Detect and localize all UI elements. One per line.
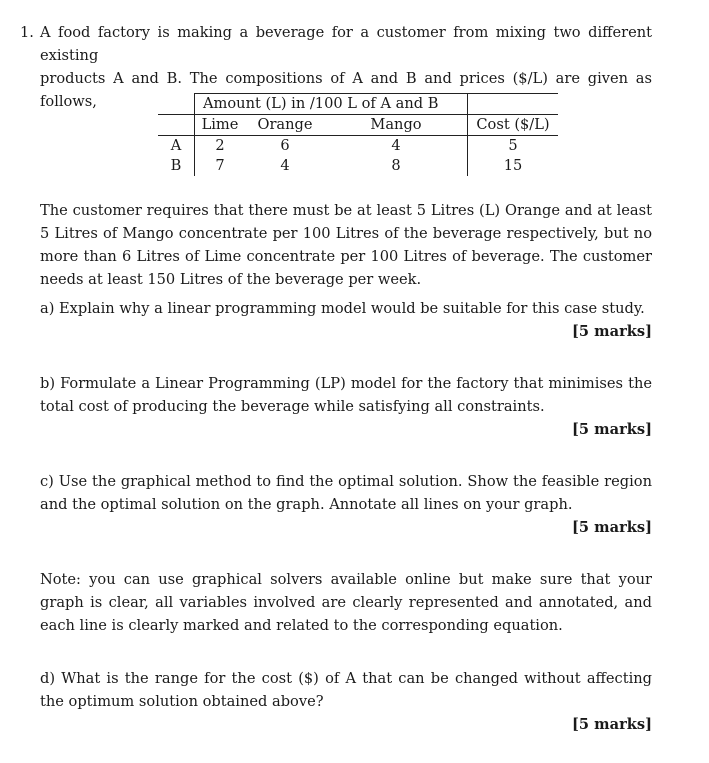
cost-header-spacer: [468, 94, 559, 115]
cell-b-lime: 7: [195, 156, 246, 176]
part-c-marks: [5 marks]: [572, 519, 652, 536]
part-b-text: b) Formulate a Linear Programming (LP) model for the factory that minimises the total cost of producing the beverage while satisfying all constraints.: [40, 375, 652, 415]
cell-a-cost: 5: [468, 136, 559, 157]
table-corner-cell-2: [158, 115, 195, 136]
col-header-mango: Mango: [325, 115, 468, 136]
part-d-marks: [5 marks]: [572, 716, 652, 733]
note-paragraph: Note: you can use graphical solvers available online but make sure that your graph is clear, all variables involved are clearly represented and annotated, and each line is clearly marked and related to the corresponding equation.: [40, 571, 652, 634]
part-a-marks: [5 marks]: [572, 323, 652, 340]
table-header-row-2: [158, 115, 558, 136]
table-header-row-1: [158, 94, 558, 115]
cell-a-mango: 4: [325, 136, 468, 157]
composition-table: [158, 93, 558, 176]
cell-b-cost: 15: [468, 156, 559, 176]
intro-line-2: products A and B. The compositions of A and B and prices ($/L) are given as follows,: [40, 70, 652, 110]
part-b-marks: [5 marks]: [572, 421, 652, 438]
col-header-lime: Lime: [195, 115, 246, 136]
col-header-orange: Orange: [245, 115, 325, 136]
table-row: [158, 156, 558, 176]
col-header-cost: Cost ($/L): [468, 115, 559, 136]
part-a-text: a) Explain why a linear programming model would be suitable for this case study.: [40, 300, 645, 317]
question-number: 1.: [20, 24, 34, 41]
row-label-b: B: [170, 157, 182, 174]
cell-b-mango: 8: [391, 157, 401, 174]
row-label-a: A: [158, 136, 195, 157]
part-d-text: d) What is the range for the cost ($) of A that can be changed without affecting the optimum solution obtained above?: [40, 670, 652, 710]
cell-b-orange: 4: [280, 157, 290, 174]
table-corner-cell: [158, 94, 195, 115]
part-c-text: c) Use the graphical method to find the optimal solution. Show the feasible region and the optimal solution on the graph. Annotate all lines on your graph.: [40, 473, 652, 513]
cell-a-orange: 6: [245, 136, 325, 157]
amount-group-header: Amount (L) in /100 L of A and B: [195, 94, 468, 115]
cell-a-lime: 2: [195, 136, 246, 157]
requirements-paragraph: The customer requires that there must be at least 5 Litres (L) Orange and at least 5 Litres of Mango concentrate per 100 Litres of the beverage respectively, but no more than 6 Litres of Lime concentrate per 100 Litres of beverage. The customer needs at least 150 Litres of the beverage per week.: [40, 202, 652, 288]
intro-line-1: A food factory is making a beverage for a customer from mixing two different existing: [40, 24, 652, 64]
table-row: [158, 136, 558, 157]
